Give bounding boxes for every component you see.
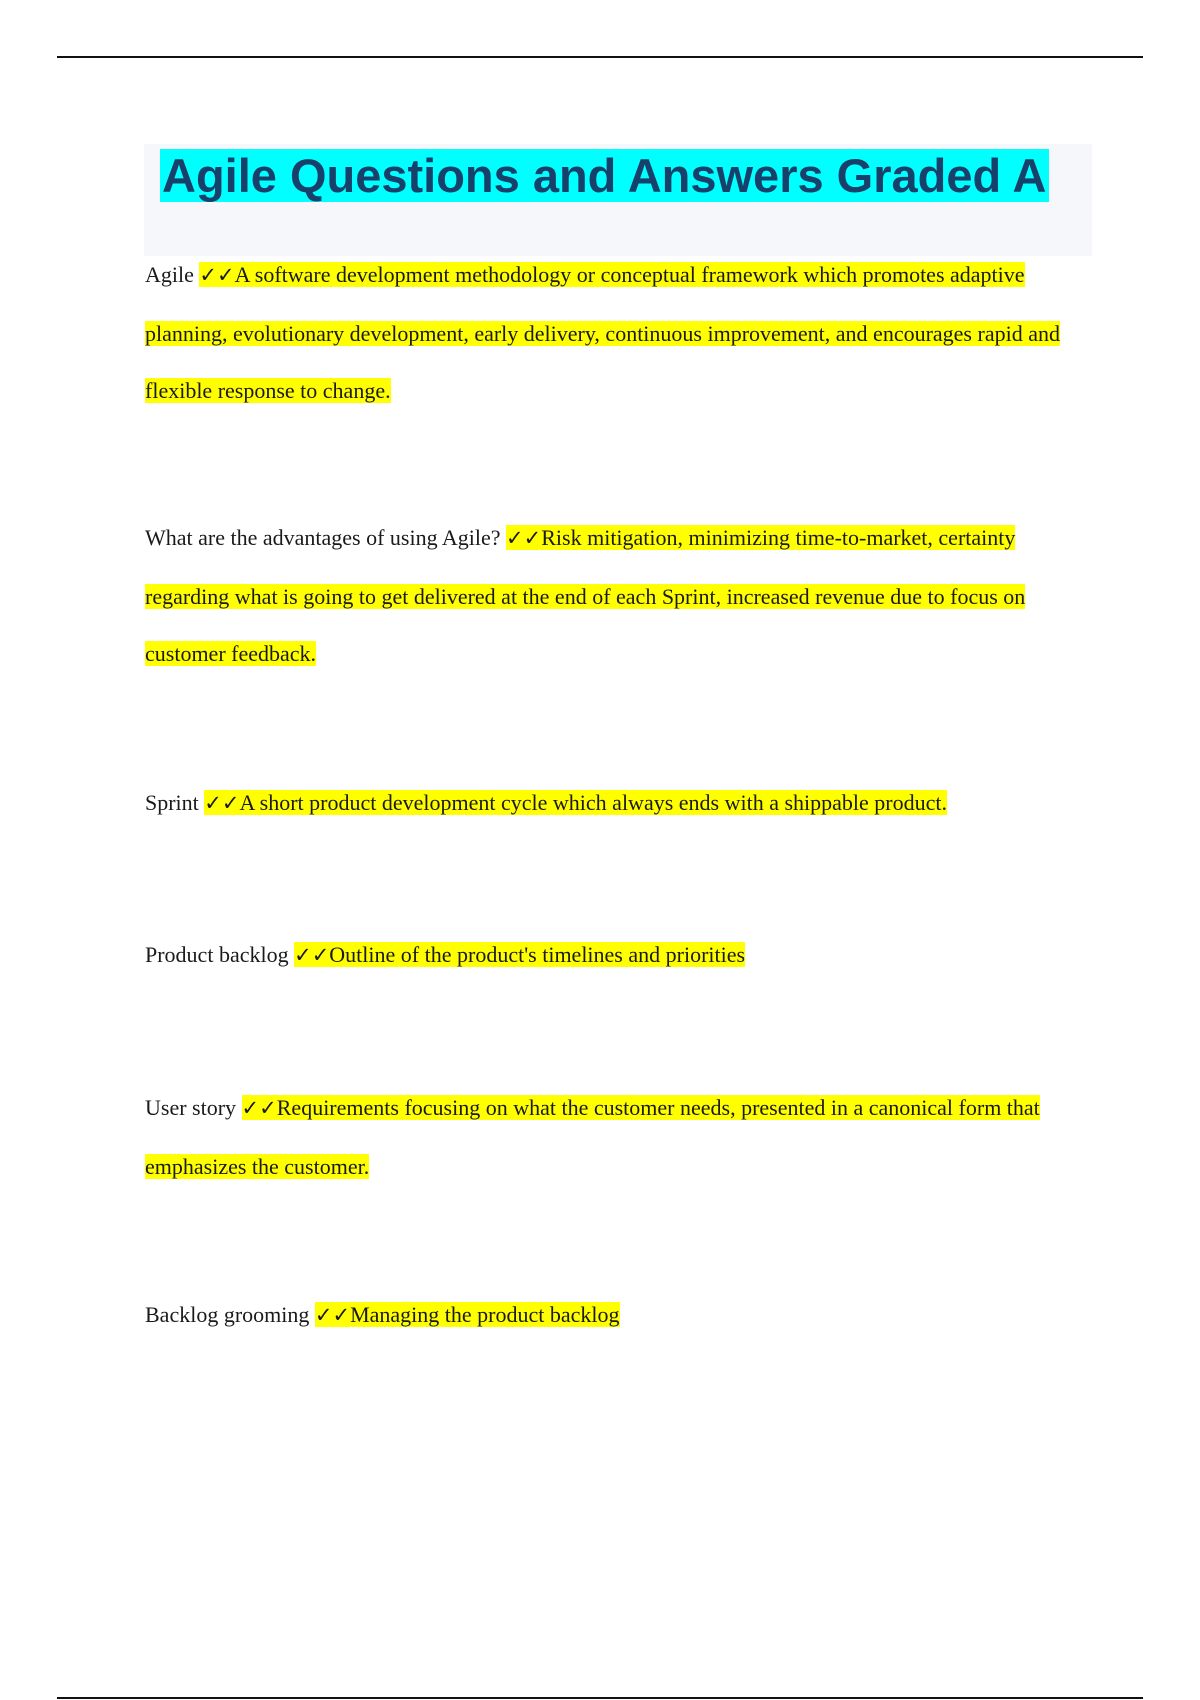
qa-item-advantages [145, 509, 1095, 683]
answer-text: Outline of the product's timelines and priorities [329, 942, 746, 967]
answer-text: A software development methodology or conceptual framework which promotes adaptive planning, evolutionary development, early delivery, continuous improvement, and encourages rapid and flexible response to change. [145, 262, 1060, 403]
footer-rule [57, 1697, 1143, 1699]
question-term: What are the advantages of using Agile? [145, 525, 501, 550]
question-term: User story [145, 1095, 237, 1120]
double-check-icon: ✓✓ [204, 791, 240, 815]
double-check-icon: ✓✓ [199, 263, 235, 287]
answer-highlight [315, 1302, 620, 1327]
answer-highlight [145, 1095, 1040, 1179]
answer-highlight [294, 942, 745, 967]
answer-text: A short product development cycle which always ends with a shippable product. [239, 790, 947, 815]
qa-item-backlog-grooming [145, 1286, 1095, 1345]
qa-item-sprint [145, 774, 1095, 833]
answer-text: Risk mitigation, minimizing time-to-market, certainty regarding what is going to get delivered at the end of each Sprint, increased revenue due to focus on customer feedback. [145, 525, 1026, 666]
double-check-icon: ✓✓ [314, 1303, 351, 1327]
title-block [144, 144, 1092, 256]
double-check-icon: ✓✓ [506, 526, 542, 550]
answer-highlight [145, 262, 1060, 403]
qa-item-agile [145, 246, 1095, 420]
qa-item-product-backlog [145, 926, 1095, 985]
answer-text: Managing the product backlog [350, 1302, 620, 1327]
page-title: Agile Questions and Answers Graded A [162, 149, 1047, 202]
question-term: Backlog grooming [145, 1302, 310, 1327]
question-term: Product backlog [145, 942, 289, 967]
answer-text: Requirements focusing on what the customer needs, presented in a canonical form that emphasizes the customer. [145, 1095, 1040, 1179]
question-term: Agile [145, 262, 194, 287]
double-check-icon: ✓✓ [294, 943, 330, 967]
question-term: Sprint [145, 790, 199, 815]
header-rule [57, 56, 1143, 58]
answer-highlight [204, 790, 947, 815]
qa-item-user-story [145, 1079, 1095, 1195]
double-check-icon: ✓✓ [241, 1096, 277, 1120]
